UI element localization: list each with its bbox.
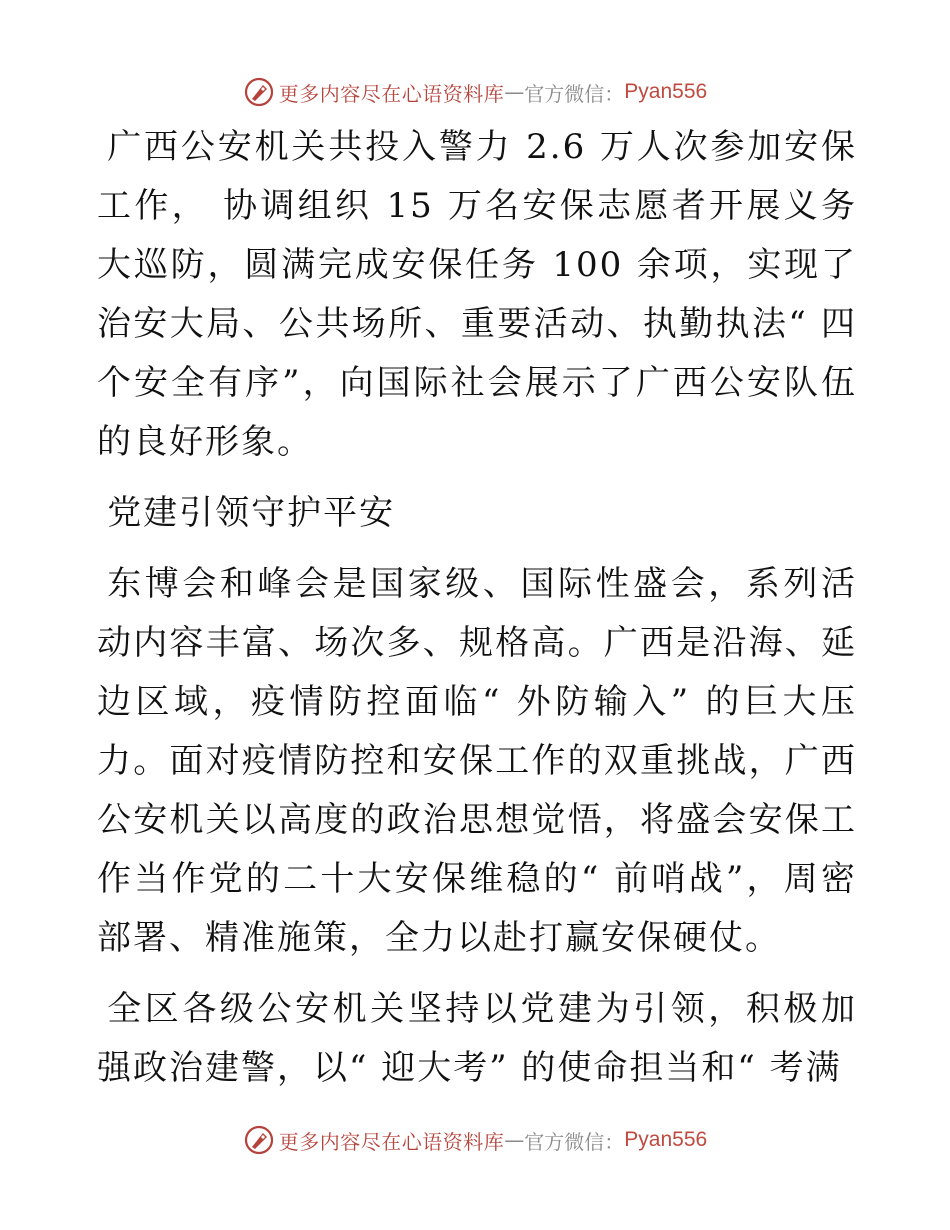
- pen-nib-logo-icon: [243, 76, 275, 108]
- banner-dash: —: [504, 1128, 525, 1152]
- banner-wechat-id: Pyan556: [624, 80, 708, 103]
- banner-dash: —: [504, 80, 525, 104]
- paragraph: 全区各级公安机关坚持以党建为引领，积极加强政治建警，以“ 迎大考” 的使命担当和“ 考满: [97, 989, 857, 1088]
- header-banner: [0, 72, 950, 112]
- paragraph: 广西公安机关共投入警力 2.6 万人次参加安保工作， 协调组织 15 万名安保志愿者开展义务大巡防，圆满完成安保任务 100 余项，实现了治安大局、公共场所、重要活动、执勤执法“ 四个安全有序”，向国际社会展示了广西公安队伍的良好形象。: [97, 127, 857, 462]
- banner-left-text: 更多内容尽在心语资料库: [278, 81, 505, 106]
- document-body: [97, 118, 857, 1098]
- footer-banner: [0, 1120, 950, 1160]
- banner-left-text: 更多内容尽在心语资料库: [278, 1129, 505, 1154]
- section-heading: 党建引领守护平安: [107, 493, 396, 533]
- banner-wechat-id: Pyan556: [624, 1128, 708, 1151]
- banner-right-text: 官方微信：: [524, 1129, 625, 1154]
- banner-right-text: 官方微信：: [524, 81, 625, 106]
- pen-nib-logo-icon: [243, 1124, 275, 1156]
- paragraph: 东博会和峰会是国家级、国际性盛会，系列活动内容丰富、场次多、规格高。广西是沿海、延边区域，疫情防控面临“ 外防输入” 的巨大压力。面对疫情防控和安保工作的双重挑战，广西公安机关以高度的政治思想觉悟，将盛会安保工作当作党的二十大安保维稳的“ 前哨战”，周密部署、精准施策，全力以赴打赢安保硬仗。: [97, 564, 857, 958]
